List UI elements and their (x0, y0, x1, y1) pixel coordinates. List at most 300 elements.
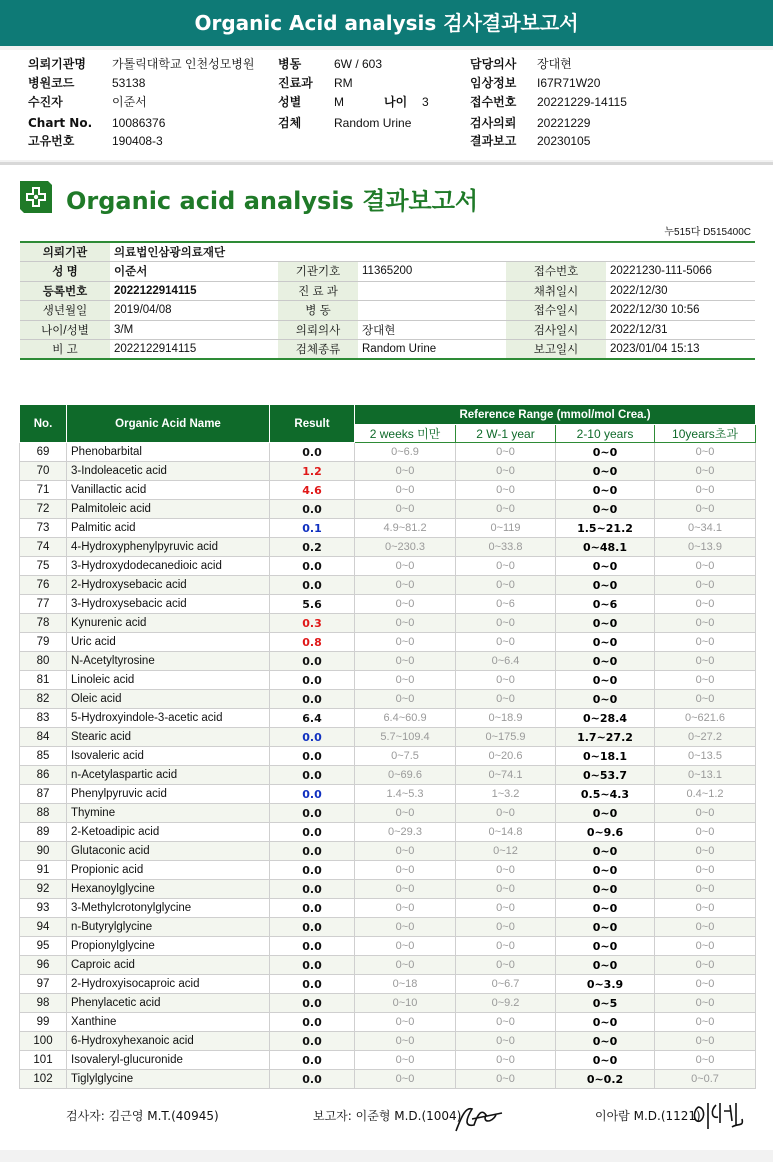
result-value: 0.0 (270, 937, 355, 956)
ward-label: 병동 (278, 57, 302, 71)
result-row (20, 823, 756, 842)
ref-10y-plus: 0~0 (655, 671, 756, 690)
result-row (20, 709, 756, 728)
ref-2w-1y: 0~0 (456, 481, 556, 500)
result-row (20, 557, 756, 576)
header-reference: Reference Range (mmol/mol Crea.) (355, 405, 756, 425)
row-number: 73 (20, 519, 67, 538)
row-number: 90 (20, 842, 67, 861)
ref-2weeks: 0~0 (355, 861, 456, 880)
hospital-code-label: 병원코드 (28, 76, 75, 90)
field-label: 의뢰의사 (278, 320, 358, 340)
result-row (20, 975, 756, 994)
ref-2weeks: 0~0 (355, 1013, 456, 1032)
acid-name: 6-Hydroxyhexanoic acid (67, 1032, 270, 1051)
acid-name: N-Acetyltyrosine (67, 652, 270, 671)
ref-2-10y: 0~0 (556, 918, 655, 937)
ref-2w-1y: 0~0 (456, 690, 556, 709)
ref-2-10y: 0~0 (556, 652, 655, 671)
ref-2weeks: 0~0 (355, 937, 456, 956)
ref-2weeks: 0~0 (355, 671, 456, 690)
result-value: 0.0 (270, 1070, 355, 1089)
ref-2w-1y: 0~0 (456, 804, 556, 823)
row-number: 70 (20, 462, 67, 481)
result-value: 0.8 (270, 633, 355, 652)
report-title: Organic acid analysis 결과보고서 (66, 187, 479, 215)
ref-2w-1y: 0~18.9 (456, 709, 556, 728)
sex-label: 성별 (278, 95, 302, 109)
result-value: 0.0 (270, 975, 355, 994)
row-number: 80 (20, 652, 67, 671)
ref-2weeks: 6.4~60.9 (355, 709, 456, 728)
row-number: 101 (20, 1051, 67, 1070)
ref-2weeks: 0~0 (355, 614, 456, 633)
ref-2weeks: 0~0 (355, 652, 456, 671)
acid-name: 5-Hydroxyindole-3-acetic acid (67, 709, 270, 728)
field-label: 검체종류 (278, 340, 358, 360)
ref-2weeks: 0~0 (355, 842, 456, 861)
patient-row (20, 262, 755, 282)
field-label: 생년월일 (20, 301, 110, 321)
ref-2w-1y: 0~9.2 (456, 994, 556, 1013)
field-value: 2022122914115 (110, 281, 278, 301)
header-no: No. (20, 405, 67, 443)
row-number: 97 (20, 975, 67, 994)
result-date-value: 20230105 (537, 134, 591, 148)
ref-10y-plus: 0~0 (655, 975, 756, 994)
ref-2w-1y: 0~6 (456, 595, 556, 614)
ref-10y-plus: 0~0 (655, 880, 756, 899)
row-number: 91 (20, 861, 67, 880)
row-number: 95 (20, 937, 67, 956)
ref-2weeks: 0~0 (355, 500, 456, 519)
result-row (20, 633, 756, 652)
result-value: 0.0 (270, 842, 355, 861)
result-row (20, 728, 756, 747)
result-row (20, 956, 756, 975)
result-value: 0.0 (270, 690, 355, 709)
result-row (20, 671, 756, 690)
ref-2w-1y: 0~6.7 (456, 975, 556, 994)
field-label: 병 동 (278, 301, 358, 321)
ref-2w-1y: 0~0 (456, 443, 556, 462)
specimen-label: 검체 (278, 116, 302, 130)
acid-name: n-Butyrylglycine (67, 918, 270, 937)
field-value: 2022122914115 (110, 340, 278, 360)
acid-name: Stearic acid (67, 728, 270, 747)
ref-10y-plus: 0~34.1 (655, 519, 756, 538)
ref-10y-plus: 0~0 (655, 652, 756, 671)
patient-label: 수진자 (28, 95, 63, 109)
field-value: 장대현 (358, 320, 506, 340)
result-value: 0.0 (270, 823, 355, 842)
patient-info-table (20, 241, 755, 360)
result-value: 0.0 (270, 861, 355, 880)
header-ref-2-10y: 2-10 years (556, 425, 655, 443)
field-label: 검사일시 (506, 320, 606, 340)
field-value: 3/M (110, 320, 278, 340)
result-value: 4.6 (270, 481, 355, 500)
row-number: 92 (20, 880, 67, 899)
chart-value: 10086376 (112, 116, 166, 130)
ref-10y-plus: 0~0.7 (655, 1070, 756, 1089)
row-number: 75 (20, 557, 67, 576)
acid-name: Palmitoleic acid (67, 500, 270, 519)
acid-name: Thymine (67, 804, 270, 823)
ref-2weeks: 0~0 (355, 1032, 456, 1051)
ref-2w-1y: 0~0 (456, 576, 556, 595)
ref-2weeks: 0~7.5 (355, 747, 456, 766)
ref-2w-1y: 0~0 (456, 880, 556, 899)
header-ref-10y-plus: 10years초과 (655, 425, 756, 443)
ref-2w-1y: 0~0 (456, 500, 556, 519)
request-label: 검사의뢰 (470, 116, 517, 130)
reporter-signature: 보고자: 이준형 M.D.(1004) (313, 1109, 462, 1123)
ref-2weeks: 0~69.6 (355, 766, 456, 785)
ref-2-10y: 0~0 (556, 481, 655, 500)
ref-2-10y: 0~5 (556, 994, 655, 1013)
field-value: 2022/12/30 (606, 281, 755, 301)
result-row (20, 937, 756, 956)
ref-2-10y: 0~0 (556, 842, 655, 861)
row-number: 89 (20, 823, 67, 842)
ref-10y-plus: 0~0 (655, 633, 756, 652)
acid-name: 3-Methylcrotonylglycine (67, 899, 270, 918)
ref-2-10y: 0~0 (556, 861, 655, 880)
row-number: 77 (20, 595, 67, 614)
ref-2w-1y: 0~0 (456, 937, 556, 956)
acid-name: Phenylacetic acid (67, 994, 270, 1013)
result-value: 0.0 (270, 500, 355, 519)
acid-name: 3-Indoleacetic acid (67, 462, 270, 481)
field-label: 등록번호 (20, 281, 110, 301)
ref-2-10y: 0~0 (556, 804, 655, 823)
row-number: 76 (20, 576, 67, 595)
examiner-signature: 검사자: 김근영 M.T.(40945) (66, 1109, 219, 1123)
field-label: 의뢰기관 (20, 242, 110, 262)
row-number: 96 (20, 956, 67, 975)
field-label: 보고일시 (506, 340, 606, 360)
field-value: Random Urine (358, 340, 506, 360)
patient-value: 이준서 (112, 95, 147, 109)
ref-10y-plus: 0~0 (655, 994, 756, 1013)
ref-10y-plus: 0~27.2 (655, 728, 756, 747)
ref-10y-plus: 0~0 (655, 690, 756, 709)
ref-2-10y: 0~0 (556, 614, 655, 633)
ref-2weeks: 0~0 (355, 633, 456, 652)
ref-2-10y: 1.5~21.2 (556, 519, 655, 538)
ref-2w-1y: 0~0 (456, 861, 556, 880)
ref-2-10y: 0~0 (556, 633, 655, 652)
ref-10y-plus: 0~0 (655, 595, 756, 614)
ref-2weeks: 0~0 (355, 462, 456, 481)
result-row (20, 500, 756, 519)
ref-2w-1y: 0~0 (456, 1032, 556, 1051)
result-row (20, 652, 756, 671)
row-number: 78 (20, 614, 67, 633)
ref-2weeks: 0~10 (355, 994, 456, 1013)
acid-name: 3-Hydroxysebacic acid (67, 595, 270, 614)
ref-10y-plus: 0~0 (655, 614, 756, 633)
ref-2-10y: 0~0 (556, 1051, 655, 1070)
ref-2-10y: 0~0 (556, 462, 655, 481)
result-value: 0.1 (270, 519, 355, 538)
header-name: Organic Acid Name (67, 405, 270, 443)
ref-2-10y: 0~18.1 (556, 747, 655, 766)
row-number: 81 (20, 671, 67, 690)
row-number: 74 (20, 538, 67, 557)
result-value: 0.0 (270, 1051, 355, 1070)
lab-logo-icon (18, 177, 54, 215)
row-number: 87 (20, 785, 67, 804)
result-row (20, 785, 756, 804)
ref-10y-plus: 0~0 (655, 481, 756, 500)
receipt-value: 20221229-14115 (537, 95, 627, 109)
result-value: 0.0 (270, 652, 355, 671)
result-value: 0.0 (270, 443, 355, 462)
ref-2weeks: 0~0 (355, 956, 456, 975)
results-table (19, 404, 756, 1089)
result-value: 0.0 (270, 557, 355, 576)
acid-name: Isovaleryl-glucuronide (67, 1051, 270, 1070)
acid-name: Uric acid (67, 633, 270, 652)
acid-name: 2-Hydroxysebacic acid (67, 576, 270, 595)
ref-2w-1y: 0~74.1 (456, 766, 556, 785)
result-row (20, 766, 756, 785)
row-number: 82 (20, 690, 67, 709)
chart-label: Chart No. (28, 116, 93, 130)
ref-2w-1y: 0~0 (456, 956, 556, 975)
acid-name: Vanillactic acid (67, 481, 270, 500)
field-label: 채취일시 (506, 281, 606, 301)
field-value (358, 281, 506, 301)
dept-value: RM (334, 76, 353, 90)
ref-2-10y: 0~0 (556, 557, 655, 576)
ref-2weeks: 0~0 (355, 1070, 456, 1089)
ref-2weeks: 0~0 (355, 576, 456, 595)
ref-10y-plus: 0~0 (655, 918, 756, 937)
result-value: 0.3 (270, 614, 355, 633)
ref-2w-1y: 0~0 (456, 918, 556, 937)
result-value: 0.0 (270, 671, 355, 690)
ref-10y-plus: 0~0 (655, 500, 756, 519)
doctor-value: 장대현 (537, 57, 572, 71)
acid-name: Phenobarbital (67, 443, 270, 462)
result-value: 0.0 (270, 804, 355, 823)
acid-name: Palmitic acid (67, 519, 270, 538)
result-value: 0.0 (270, 1032, 355, 1051)
ref-2w-1y: 0~0 (456, 614, 556, 633)
unique-value: 190408-3 (112, 134, 163, 148)
ref-2weeks: 0~230.3 (355, 538, 456, 557)
ref-2-10y: 0~0 (556, 671, 655, 690)
field-value: 2022/12/30 10:56 (606, 301, 755, 321)
ref-2-10y: 0~28.4 (556, 709, 655, 728)
ref-2-10y: 0~0 (556, 1013, 655, 1032)
result-value: 0.0 (270, 576, 355, 595)
ref-10y-plus: 0~0 (655, 842, 756, 861)
hospital-code-value: 53138 (112, 76, 146, 90)
ref-2weeks: 0~0 (355, 918, 456, 937)
field-value (358, 301, 506, 321)
acid-name: Phenylpyruvic acid (67, 785, 270, 804)
row-number: 94 (20, 918, 67, 937)
result-value: 0.0 (270, 880, 355, 899)
acid-name: Oleic acid (67, 690, 270, 709)
field-label: 접수번호 (506, 262, 606, 282)
ref-10y-plus: 0~0 (655, 823, 756, 842)
ref-2-10y: 0~48.1 (556, 538, 655, 557)
signature-footer (0, 1101, 773, 1141)
result-value: 0.0 (270, 785, 355, 804)
result-value: 5.6 (270, 595, 355, 614)
row-number: 71 (20, 481, 67, 500)
age-value: 3 (422, 95, 429, 109)
result-value: 6.4 (270, 709, 355, 728)
ref-2w-1y: 0~0 (456, 671, 556, 690)
ref-2weeks: 0~18 (355, 975, 456, 994)
result-row (20, 614, 756, 633)
ref-10y-plus: 0~0 (655, 1051, 756, 1070)
result-row (20, 842, 756, 861)
result-value: 0.0 (270, 899, 355, 918)
patient-row (20, 320, 755, 340)
acid-name: Tiglylglycine (67, 1070, 270, 1089)
ref-2w-1y: 0~0 (456, 1070, 556, 1089)
ref-2-10y: 0~3.9 (556, 975, 655, 994)
doctor-label: 담당의사 (470, 57, 517, 71)
row-number: 72 (20, 500, 67, 519)
ref-2weeks: 5.7~109.4 (355, 728, 456, 747)
ref-2w-1y: 0~0 (456, 557, 556, 576)
clinical-value: I67R71W20 (537, 76, 601, 90)
request-info-panel (0, 50, 773, 160)
result-row (20, 538, 756, 557)
ref-10y-plus: 0~13.5 (655, 747, 756, 766)
result-row (20, 462, 756, 481)
ref-2w-1y: 0~6.4 (456, 652, 556, 671)
ref-2weeks: 0~6.9 (355, 443, 456, 462)
ref-10y-plus: 0~0 (655, 956, 756, 975)
ref-2-10y: 0~0 (556, 500, 655, 519)
result-row (20, 918, 756, 937)
field-value: 의료법인삼광의료재단 (110, 242, 755, 262)
acid-name: n-Acetylaspartic acid (67, 766, 270, 785)
ref-2w-1y: 0~20.6 (456, 747, 556, 766)
row-number: 83 (20, 709, 67, 728)
ref-10y-plus: 0~0 (655, 443, 756, 462)
result-row (20, 1013, 756, 1032)
field-value: 11365200 (358, 262, 506, 282)
row-number: 85 (20, 747, 67, 766)
ref-2w-1y: 0~175.9 (456, 728, 556, 747)
field-label: 접수일시 (506, 301, 606, 321)
unique-label: 고유번호 (28, 134, 75, 148)
field-label: 성 명 (20, 262, 110, 282)
acid-name: Propionic acid (67, 861, 270, 880)
ref-2-10y: 0~0 (556, 443, 655, 462)
patient-row (20, 281, 755, 301)
ward-value: 6W / 603 (334, 57, 383, 71)
field-label: 나이/성별 (20, 320, 110, 340)
acid-name: 4-Hydroxyphenylpyruvic acid (67, 538, 270, 557)
sex-value: M (334, 95, 344, 109)
ref-2w-1y: 0~0 (456, 1013, 556, 1032)
field-value: 2019/04/08 (110, 301, 278, 321)
request-value: 20221229 (537, 116, 591, 130)
row-number: 69 (20, 443, 67, 462)
row-number: 100 (20, 1032, 67, 1051)
doctor-handwritten-signature-icon (690, 1097, 750, 1133)
result-row (20, 1070, 756, 1089)
age-label: 나이 (384, 95, 408, 109)
row-number: 79 (20, 633, 67, 652)
ref-2weeks: 0~0 (355, 690, 456, 709)
result-row (20, 1032, 756, 1051)
result-row (20, 1051, 756, 1070)
row-number: 84 (20, 728, 67, 747)
ref-2-10y: 0~9.6 (556, 823, 655, 842)
result-value: 0.0 (270, 728, 355, 747)
ref-10y-plus: 0~0 (655, 937, 756, 956)
institution-value: 가톨릭대학교 인천성모병원 (112, 57, 255, 71)
result-value: 0.0 (270, 956, 355, 975)
ref-2-10y: 0~0 (556, 690, 655, 709)
header-ref-2w-1y: 2 W-1 year (456, 425, 556, 443)
acid-name: 2-Hydroxyisocaproic acid (67, 975, 270, 994)
field-label: 비 고 (20, 340, 110, 360)
result-row (20, 481, 756, 500)
ref-2-10y: 0~0 (556, 880, 655, 899)
ref-2-10y: 0~53.7 (556, 766, 655, 785)
result-row (20, 994, 756, 1013)
ref-10y-plus: 0~0 (655, 1013, 756, 1032)
report-body (0, 165, 773, 1150)
row-number: 86 (20, 766, 67, 785)
ref-10y-plus: 0~0 (655, 899, 756, 918)
acid-name: Isovaleric acid (67, 747, 270, 766)
result-row (20, 899, 756, 918)
acid-name: Linoleic acid (67, 671, 270, 690)
ref-2weeks: 0~0 (355, 804, 456, 823)
ref-2-10y: 0~0 (556, 899, 655, 918)
field-value: 이준서 (110, 262, 278, 282)
patient-row (20, 340, 755, 360)
ref-2weeks: 0~0 (355, 595, 456, 614)
ref-2weeks: 0~0 (355, 899, 456, 918)
ref-2w-1y: 0~119 (456, 519, 556, 538)
result-value: 0.0 (270, 766, 355, 785)
result-value: 1.2 (270, 462, 355, 481)
ref-2-10y: 0.5~4.3 (556, 785, 655, 804)
ref-2weeks: 0~29.3 (355, 823, 456, 842)
acid-name: 2-Ketoadipic acid (67, 823, 270, 842)
clinical-label: 임상정보 (470, 76, 517, 90)
row-number: 93 (20, 899, 67, 918)
ref-2-10y: 0~0 (556, 1032, 655, 1051)
ref-2w-1y: 0~14.8 (456, 823, 556, 842)
ref-2weeks: 0~0 (355, 1051, 456, 1070)
results-body (20, 443, 756, 1089)
ref-10y-plus: 0~0 (655, 557, 756, 576)
ref-10y-plus: 0~0 (655, 462, 756, 481)
ref-10y-plus: 0~0 (655, 1032, 756, 1051)
ref-10y-plus: 0~13.9 (655, 538, 756, 557)
ref-2w-1y: 0~33.8 (456, 538, 556, 557)
ref-2w-1y: 0~0 (456, 633, 556, 652)
result-row (20, 443, 756, 462)
result-row (20, 595, 756, 614)
